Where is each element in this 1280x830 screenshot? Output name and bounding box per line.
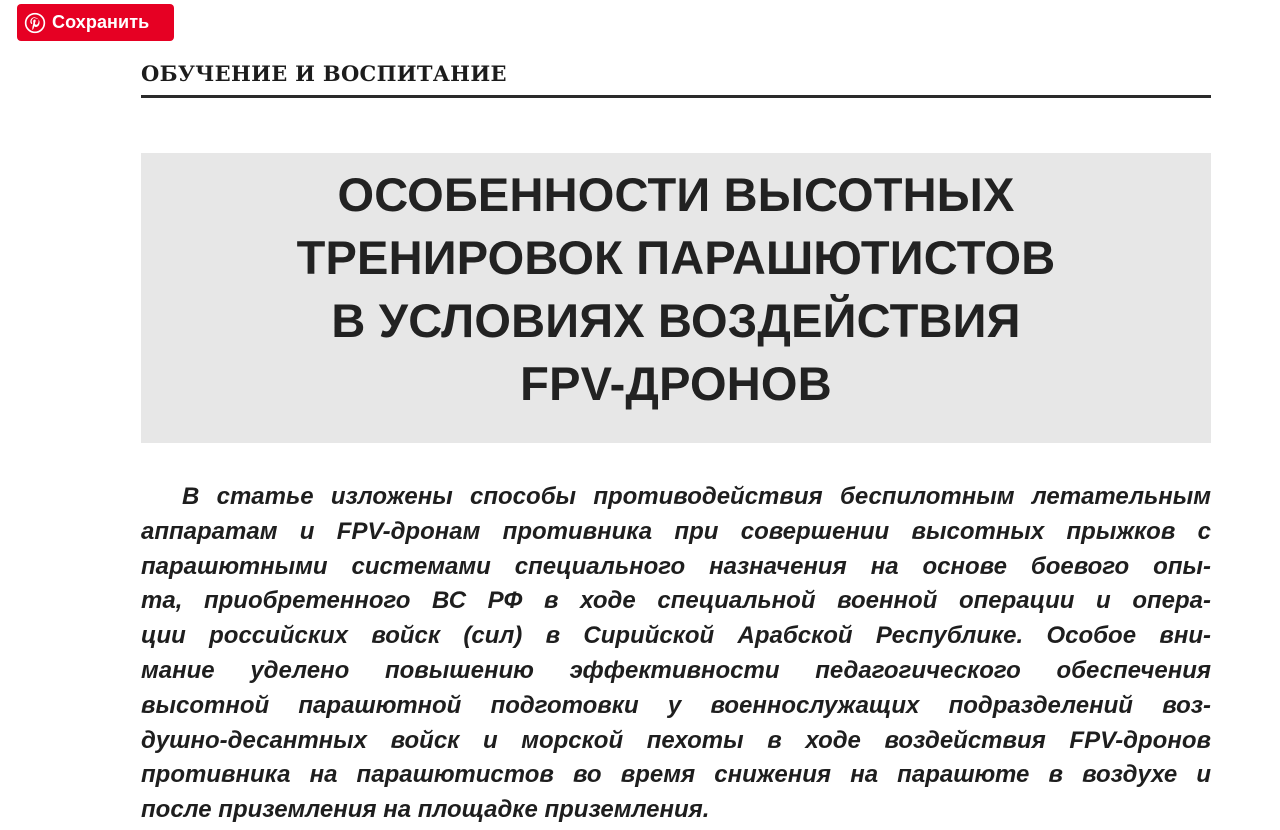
article-title-line: FPV-ДРОНОВ bbox=[520, 357, 832, 410]
abstract-line: парашютными системами специального назначения на основе боевого опы- bbox=[141, 552, 1211, 580]
abstract-line: В статье изложены способы противодействия беспилотным летательным bbox=[182, 483, 1211, 510]
article-title-line: ТРЕНИРОВОК ПАРАШЮТИСТОВ bbox=[296, 231, 1056, 284]
abstract-line: высотной парашютной подготовки у военнослужащих подразделений воз- bbox=[141, 691, 1211, 719]
section-title: ОБУЧЕНИЕ И ВОСПИТАНИЕ bbox=[141, 61, 507, 86]
save-button-label: Сохранить bbox=[52, 12, 150, 32]
article-abstract bbox=[141, 480, 1211, 828]
article-title-line: В УСЛОВИЯХ ВОЗДЕЙСТВИЯ bbox=[331, 294, 1021, 347]
abstract-line: после приземления на площадке приземления. bbox=[141, 796, 710, 824]
pinterest-logo-icon bbox=[24, 12, 46, 34]
abstract-line: ции российских войск (сил) в Сирийской Арабской Республике. Особое вни- bbox=[141, 622, 1211, 650]
abstract-line: та, приобретенного ВС РФ в ходе специальной военной операции и опера- bbox=[141, 587, 1211, 615]
abstract-line: аппаратам и FPV-дронам противника при совершении высотных прыжков с bbox=[141, 517, 1211, 545]
abstract-line: противника на парашютистов во время снижения на парашюте в воздухе и bbox=[141, 761, 1211, 789]
abstract-line: душно-десантных войск и морской пехоты в ходе воздействия FPV-дронов bbox=[141, 726, 1211, 754]
pinterest-save-button[interactable] bbox=[17, 4, 174, 41]
section-header bbox=[141, 58, 1211, 98]
abstract-line: мание уделено повышению эффективности педагогического обеспечения bbox=[141, 656, 1211, 684]
article-title-box bbox=[141, 153, 1211, 443]
article-title-line: ОСОБЕННОСТИ ВЫСОТНЫХ bbox=[337, 168, 1015, 221]
